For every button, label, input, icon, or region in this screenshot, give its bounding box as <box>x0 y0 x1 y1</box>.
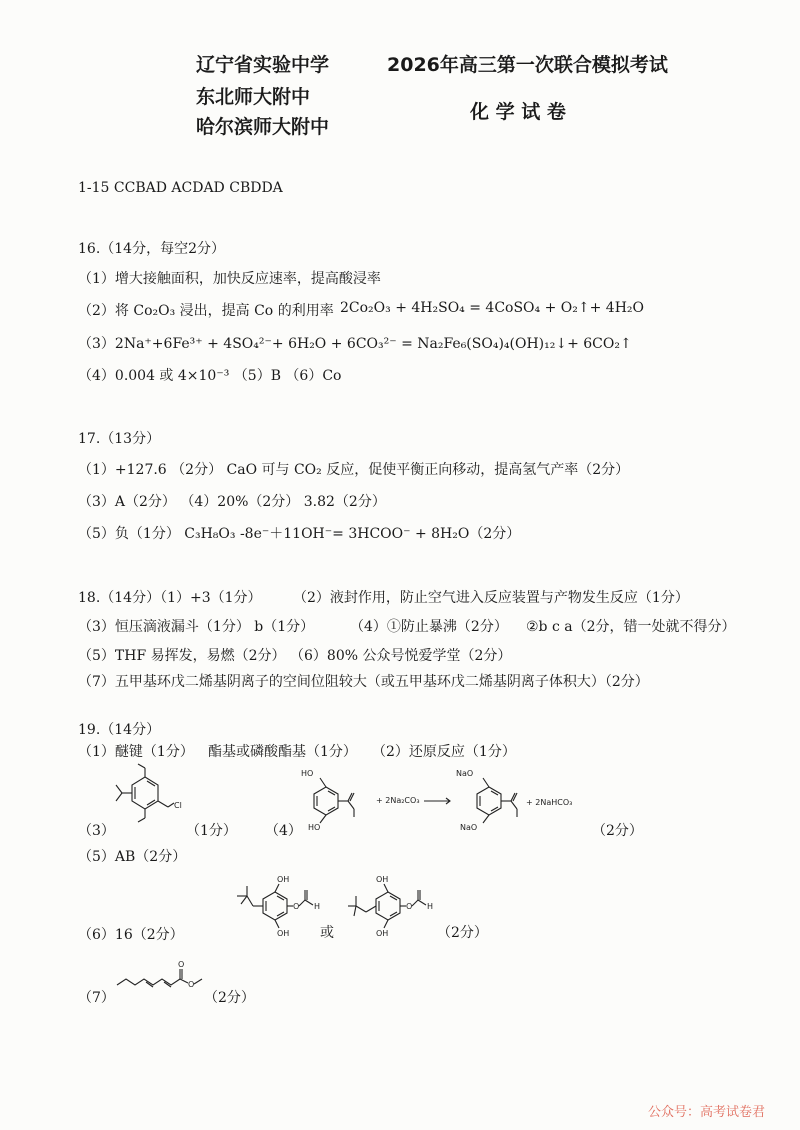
q19-line-4-score: （2分） <box>592 823 643 839</box>
q19-7-structure <box>112 955 212 1000</box>
q19-line-7: （7） <box>78 990 115 1006</box>
q18-line-3c: ②b c a（2分，错一处就不得分） <box>526 619 736 635</box>
q18-line-5a: （5）THF 易挥发，易燃（2分） <box>78 648 286 664</box>
q16-line-1: （1）增大接触面积，加快反应速率，提高酸浸率 <box>78 271 381 287</box>
h-label-2: H <box>427 902 434 911</box>
ho-label-top: HO <box>301 769 314 778</box>
q18-line-1a: 18.（14分）（1）+3（1分） <box>78 590 262 606</box>
watermark: 公众号：高考试卷君 <box>648 1105 766 1120</box>
q17-line-3: （3）A（2分） （4）20%（2分） 3.82（2分） <box>78 494 386 510</box>
q19-line-1c: （2）还原反应（1分） <box>372 744 516 760</box>
oh-label-2a: OH <box>376 875 389 884</box>
q18-line-3b: （4）①防止暴沸（2分） <box>350 619 508 635</box>
q17-line-5: （5）负（1分） C₃H₈O₃ -8e⁻＋11OH⁻= 3HCOO⁻ + 8H₂O（2分） <box>78 526 521 542</box>
q19-6-structure-2 <box>340 872 450 942</box>
oh-label-1a: OH <box>277 875 290 884</box>
q19-line-3-score: （1分） <box>186 823 237 839</box>
o-label-1: O <box>293 902 300 911</box>
h-label-1: H <box>314 902 321 911</box>
school-name-1: 辽宁省实验中学 <box>196 54 330 76</box>
q16-line-2a: （2）将 Co₂O₃ 浸出，提高 Co 的利用率 <box>78 303 334 319</box>
q19-line-1b: 酯基或磷酸酯基（1分） <box>208 744 357 760</box>
q18-line-1b: （2）液封作用，防止空气进入反应装置与产物发生反应（1分） <box>293 590 689 606</box>
q18-line-3a: （3）恒压滴液漏斗（1分） b（1分） <box>78 619 315 635</box>
q19-line-6-or: 或 <box>320 925 334 941</box>
nao-label-bottom: NaO <box>460 823 478 832</box>
subject-title: 化 学 试 卷 <box>470 101 566 123</box>
q19-line-5: （5）AB（2分） <box>78 849 187 865</box>
q19-4-reaction <box>296 765 596 835</box>
chlorine-label: Cl <box>174 801 182 810</box>
q19-line-4: （4） <box>265 823 302 839</box>
q16-line-3: （3）2Na⁺+6Fe³⁺ + 4SO₄²⁻+ 6H₂O + 6CO₃²⁻ = Na₂Fe₆(SO₄)₄(OH)₁₂↓+ 6CO₂↑ <box>78 336 632 352</box>
q18-line-5b: （6）80% 公众号悦爱学堂（2分） <box>290 648 512 664</box>
q16-line-2b: 2Co₂O₃ + 4H₂SO₄ = 4CoSO₄ + O₂↑+ 4H₂O <box>340 300 644 316</box>
q19-line-6: （6）16（2分） <box>78 927 184 943</box>
q16-heading: 16.（14分，每空2分） <box>78 241 225 257</box>
school-name-2: 东北师大附中 <box>196 86 311 108</box>
q18-line-7: （7）五甲基环戊二烯基阴离子的空间位阻较大（或五甲基环戊二烯基阴离子体积大）（2分） <box>78 674 649 690</box>
q19-3-structure <box>100 763 190 828</box>
mc-answers: 1-15 CCBAD ACDAD CBDDA <box>78 180 283 196</box>
q16-line-4: （4）0.004 或 4×10⁻³ （5）B （6）Co <box>78 368 342 384</box>
o-label-4: O <box>188 980 195 989</box>
school-name-3: 哈尔滨师大附中 <box>196 116 330 138</box>
oh-label-1b: OH <box>277 929 290 938</box>
exam-title: 2026年高三第一次联合模拟考试 <box>387 54 668 76</box>
q17-line-1: （1）+127.6 （2分） CaO 可与 CO₂ 反应，促使平衡正向移动，提高氢气产率（2分） <box>78 462 630 478</box>
product-label: + 2NaHCO₃ <box>526 798 573 807</box>
oh-label-2b: OH <box>376 929 389 938</box>
nao-label-top: NaO <box>456 769 474 778</box>
q19-line-7-score: （2分） <box>204 990 255 1006</box>
o-label-2: O <box>406 902 413 911</box>
reagent-label: + 2Na₂CO₃ <box>376 796 420 805</box>
q19-line-1a: （1）醚键（1分） <box>78 744 194 760</box>
q19-6-structure-1 <box>213 872 323 942</box>
ho-label-bottom: HO <box>308 823 321 832</box>
q19-line-6-score: （2分） <box>437 925 488 941</box>
o-label-3: O <box>178 960 185 969</box>
q19-heading: 19.（14分） <box>78 722 161 738</box>
q19-line-3: （3） <box>78 823 115 839</box>
q17-heading: 17.（13分） <box>78 431 161 447</box>
